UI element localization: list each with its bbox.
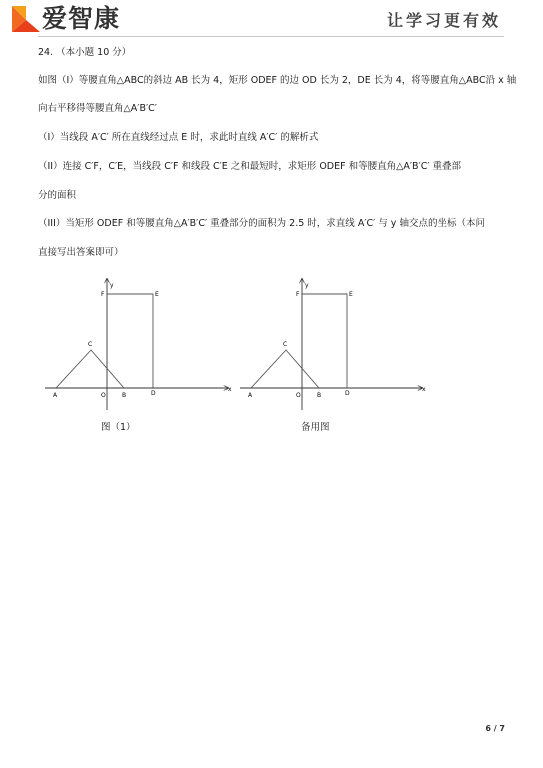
point-label-o: O xyxy=(296,392,301,399)
problem-intro-line-2: 向右平移得等腰直角△A′B′C′ xyxy=(38,103,157,114)
point-label-d: D xyxy=(345,390,350,397)
point-label-c: C xyxy=(88,341,93,348)
question-2-line-2: 分的面积 xyxy=(38,190,77,201)
problem-title: 24. （本小题 10 分） xyxy=(38,47,132,58)
question-3-line-1: （III）当矩形 ODEF 和等腰直角△A′B′C′ 重叠部分的面积为 2.5 时，求直线 A′C′ 与 y 轴交点的坐标（本问 xyxy=(38,218,485,229)
triangle-abc xyxy=(251,350,319,388)
point-label-b: B xyxy=(317,392,322,399)
triangle-abc xyxy=(56,350,124,388)
point-label-a: A xyxy=(248,392,253,399)
figure-2 xyxy=(240,279,426,410)
point-label-b: B xyxy=(122,392,127,399)
point-label-e: E xyxy=(349,291,353,298)
brand-slogan: 让学习更有效 xyxy=(386,11,501,30)
figure-1-caption: 图（1） xyxy=(101,422,136,433)
point-label-d: D xyxy=(151,390,156,397)
page-number: 6 / 7 xyxy=(485,724,505,733)
rectangle-odef xyxy=(302,294,347,388)
point-label-f: F xyxy=(296,291,300,298)
axis-label-x: x xyxy=(228,386,232,393)
brand-logo-icon xyxy=(10,4,40,34)
point-label-c: C xyxy=(283,341,288,348)
axis-label-x: x xyxy=(422,386,426,393)
point-label-o: O xyxy=(101,392,106,399)
point-label-a: A xyxy=(53,392,58,399)
header-divider xyxy=(38,36,504,37)
axis-label-y: y xyxy=(305,282,309,289)
problem-intro-line-1: 如图（I）等腰直角△ABC的斜边 AB 长为 4，矩形 ODEF 的边 OD 长为 2，DE 长为 4，将等腰直角△ABC沿 x 轴 xyxy=(38,75,517,86)
geometry-figures xyxy=(0,270,543,410)
figure-2-caption: 备用图 xyxy=(301,422,330,433)
question-1: （I）当线段 A′C′ 所在直线经过点 E 时，求此时直线 A′C′ 的解析式 xyxy=(38,132,319,143)
point-label-e: E xyxy=(155,291,159,298)
rectangle-odef xyxy=(107,294,153,388)
page-header xyxy=(0,0,543,44)
point-label-f: F xyxy=(101,291,105,298)
brand-name: 爱智康 xyxy=(42,4,121,33)
axis-label-y: y xyxy=(110,282,114,289)
question-3-line-2: 直接写出答案即可） xyxy=(38,247,124,258)
figure-1 xyxy=(45,279,232,410)
question-2-line-1: （II）连接 C′F，C′E，当线段 C′F 和线段 C′E 之和最短时，求矩形 ODEF 和等腰直角△A′B′C′ 重叠部 xyxy=(38,161,462,172)
